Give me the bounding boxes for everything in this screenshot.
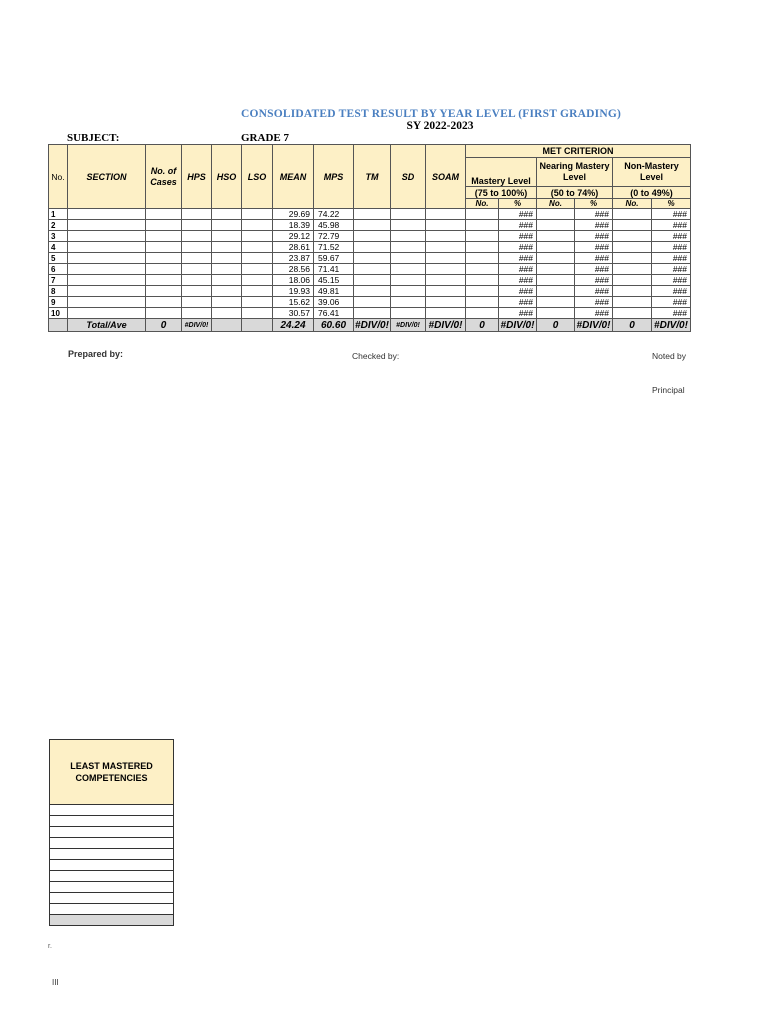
school-year: SY 2022-2023 — [406, 120, 474, 132]
row-non-pct: ### — [652, 264, 691, 275]
nearing-mastery-header — [537, 158, 613, 187]
col-no: No. — [49, 145, 68, 209]
noted-by-label: Noted by — [652, 351, 687, 361]
row-no: 4 — [49, 242, 68, 253]
col-tm: TM — [354, 145, 391, 209]
row-mean: 29.12 — [273, 231, 314, 242]
col-sd: SD — [391, 145, 426, 209]
table-row — [49, 275, 691, 286]
total-non-pct: #DIV/0! — [652, 319, 691, 332]
non-mastery-header — [613, 158, 691, 187]
row-mean: 15.62 — [273, 297, 314, 308]
total-nearing-no: 0 — [537, 319, 575, 332]
total-hps: #DIV/0! — [182, 319, 212, 332]
row-no: 7 — [49, 275, 68, 286]
nearing-line2: Level — [562, 172, 586, 182]
total-mps: 60.60 — [314, 319, 354, 332]
list-item — [50, 893, 174, 904]
col-hso: HSO — [212, 145, 242, 209]
lmc-title-line2: COMPETENCIES — [75, 773, 148, 783]
non-mastery-line2: Level — [639, 172, 663, 182]
table-row — [49, 209, 691, 220]
row-mean: 19.93 — [273, 286, 314, 297]
list-item — [50, 860, 174, 871]
row-no: 6 — [49, 264, 68, 275]
total-soam: #DIV/0! — [426, 319, 466, 332]
non-mastery-range: (0 to 49%) — [613, 187, 691, 199]
lmc-title-line1: LEAST MASTERED — [70, 761, 153, 771]
row-nearing-pct: ### — [575, 231, 613, 242]
row-mps: 72.79 — [314, 231, 354, 242]
report-title: CONSOLIDATED TEST RESULT BY YEAR LEVEL (FIRST GRADING) — [240, 108, 622, 120]
prepared-by-label: Prepared by: — [68, 349, 124, 359]
row-nearing-pct: ### — [575, 286, 613, 297]
row-no: 3 — [49, 231, 68, 242]
row-nearing-pct: ### — [575, 308, 613, 319]
total-mean: 24.24 — [273, 319, 314, 332]
list-item — [50, 871, 174, 882]
sub-pct: % — [499, 199, 537, 209]
table-row — [49, 242, 691, 253]
row-mean: 28.61 — [273, 242, 314, 253]
row-mps: 49.81 — [314, 286, 354, 297]
col-section: SECTION — [68, 145, 146, 209]
row-mastery-pct: ### — [499, 264, 537, 275]
row-nearing-pct: ### — [575, 264, 613, 275]
row-mean: 18.39 — [273, 220, 314, 231]
col-cases — [146, 145, 182, 209]
row-nearing-pct: ### — [575, 209, 613, 220]
row-mps: 59.67 — [314, 253, 354, 264]
col-soam: SOAM — [426, 145, 466, 209]
col-cases-line2: Cases — [150, 176, 177, 187]
total-label: Total/Ave — [68, 319, 146, 332]
row-mean: 23.87 — [273, 253, 314, 264]
row-no: 10 — [49, 308, 68, 319]
nearing-range: (50 to 74%) — [537, 187, 613, 199]
table-row — [49, 253, 691, 264]
list-item — [50, 827, 174, 838]
row-no: 1 — [49, 209, 68, 220]
row-mastery-pct: ### — [499, 275, 537, 286]
checked-by-label: Checked by: — [352, 351, 400, 361]
row-mastery-pct: ### — [499, 231, 537, 242]
results-table — [48, 144, 691, 332]
col-hps: HPS — [182, 145, 212, 209]
stray-mark: r. — [48, 943, 52, 950]
table-row — [49, 286, 691, 297]
row-non-pct: ### — [652, 297, 691, 308]
row-non-pct: ### — [652, 253, 691, 264]
row-mastery-pct: ### — [499, 286, 537, 297]
row-non-pct: ### — [652, 308, 691, 319]
total-mastery-pct: #DIV/0! — [499, 319, 537, 332]
non-mastery-line1: Non-Mastery — [624, 161, 679, 171]
col-lso: LSO — [242, 145, 273, 209]
total-non-no: 0 — [613, 319, 652, 332]
row-mastery-pct: ### — [499, 220, 537, 231]
table-row — [49, 297, 691, 308]
total-cases: 0 — [146, 319, 182, 332]
row-mastery-pct: ### — [499, 308, 537, 319]
total-tm: #DIV/0! — [355, 319, 389, 331]
row-mean: 30.57 — [273, 308, 314, 319]
row-nearing-pct: ### — [575, 275, 613, 286]
stray-mark: III — [52, 978, 59, 987]
mastery-level-header: Mastery Level — [466, 158, 537, 187]
row-no: 2 — [49, 220, 68, 231]
principal-label: Principal — [652, 385, 685, 395]
row-non-pct: ### — [652, 286, 691, 297]
list-item — [50, 816, 174, 827]
row-mps: 71.41 — [314, 264, 354, 275]
row-mps: 39.06 — [314, 297, 354, 308]
row-mastery-pct: ### — [499, 297, 537, 308]
row-non-pct: ### — [652, 209, 691, 220]
row-non-pct: ### — [652, 242, 691, 253]
row-nearing-pct: ### — [575, 242, 613, 253]
col-mean: MEAN — [273, 145, 314, 209]
total-row — [49, 319, 691, 332]
mastery-range: (75 to 100%) — [466, 187, 537, 199]
sub-pct: % — [652, 199, 691, 209]
list-item — [50, 805, 174, 816]
sub-no: No. — [466, 199, 499, 209]
table-row — [49, 231, 691, 242]
total-mastery-no: 0 — [466, 319, 499, 332]
row-mps: 71.52 — [314, 242, 354, 253]
list-item — [50, 915, 174, 926]
row-mps: 74.22 — [314, 209, 354, 220]
sub-pct: % — [575, 199, 613, 209]
row-non-pct: ### — [652, 231, 691, 242]
grade-label: GRADE 7 — [241, 132, 289, 144]
met-criterion-header: MET CRITERION — [466, 145, 691, 158]
row-mastery-pct: ### — [499, 242, 537, 253]
row-mean: 18.06 — [273, 275, 314, 286]
row-mps: 45.15 — [314, 275, 354, 286]
list-item — [50, 882, 174, 893]
table-row — [49, 264, 691, 275]
list-item — [50, 904, 174, 915]
row-mastery-pct: ### — [499, 209, 537, 220]
sub-no: No. — [537, 199, 575, 209]
row-mean: 28.56 — [273, 264, 314, 275]
row-mean: 29.69 — [273, 209, 314, 220]
row-non-pct: ### — [652, 275, 691, 286]
total-nearing-pct: #DIV/0! — [575, 319, 613, 332]
list-item — [50, 849, 174, 860]
row-non-pct: ### — [652, 220, 691, 231]
nearing-line1: Nearing Mastery — [539, 161, 610, 171]
row-nearing-pct: ### — [575, 220, 613, 231]
least-mastered-header — [50, 740, 174, 805]
col-mps: MPS — [314, 145, 354, 209]
least-mastered-table — [49, 739, 174, 926]
row-no: 5 — [49, 253, 68, 264]
col-cases-line1: No. of — [150, 165, 177, 176]
row-mps: 45.98 — [314, 220, 354, 231]
sub-no: No. — [613, 199, 652, 209]
row-nearing-pct: ### — [575, 253, 613, 264]
row-no: 8 — [49, 286, 68, 297]
row-nearing-pct: ### — [575, 297, 613, 308]
subject-label: SUBJECT: — [67, 132, 120, 144]
row-mastery-pct: ### — [499, 253, 537, 264]
row-mps: 76.41 — [314, 308, 354, 319]
table-row — [49, 220, 691, 231]
row-no: 9 — [49, 297, 68, 308]
total-sd: #DIV/0! — [391, 319, 426, 332]
list-item — [50, 838, 174, 849]
table-row — [49, 308, 691, 319]
